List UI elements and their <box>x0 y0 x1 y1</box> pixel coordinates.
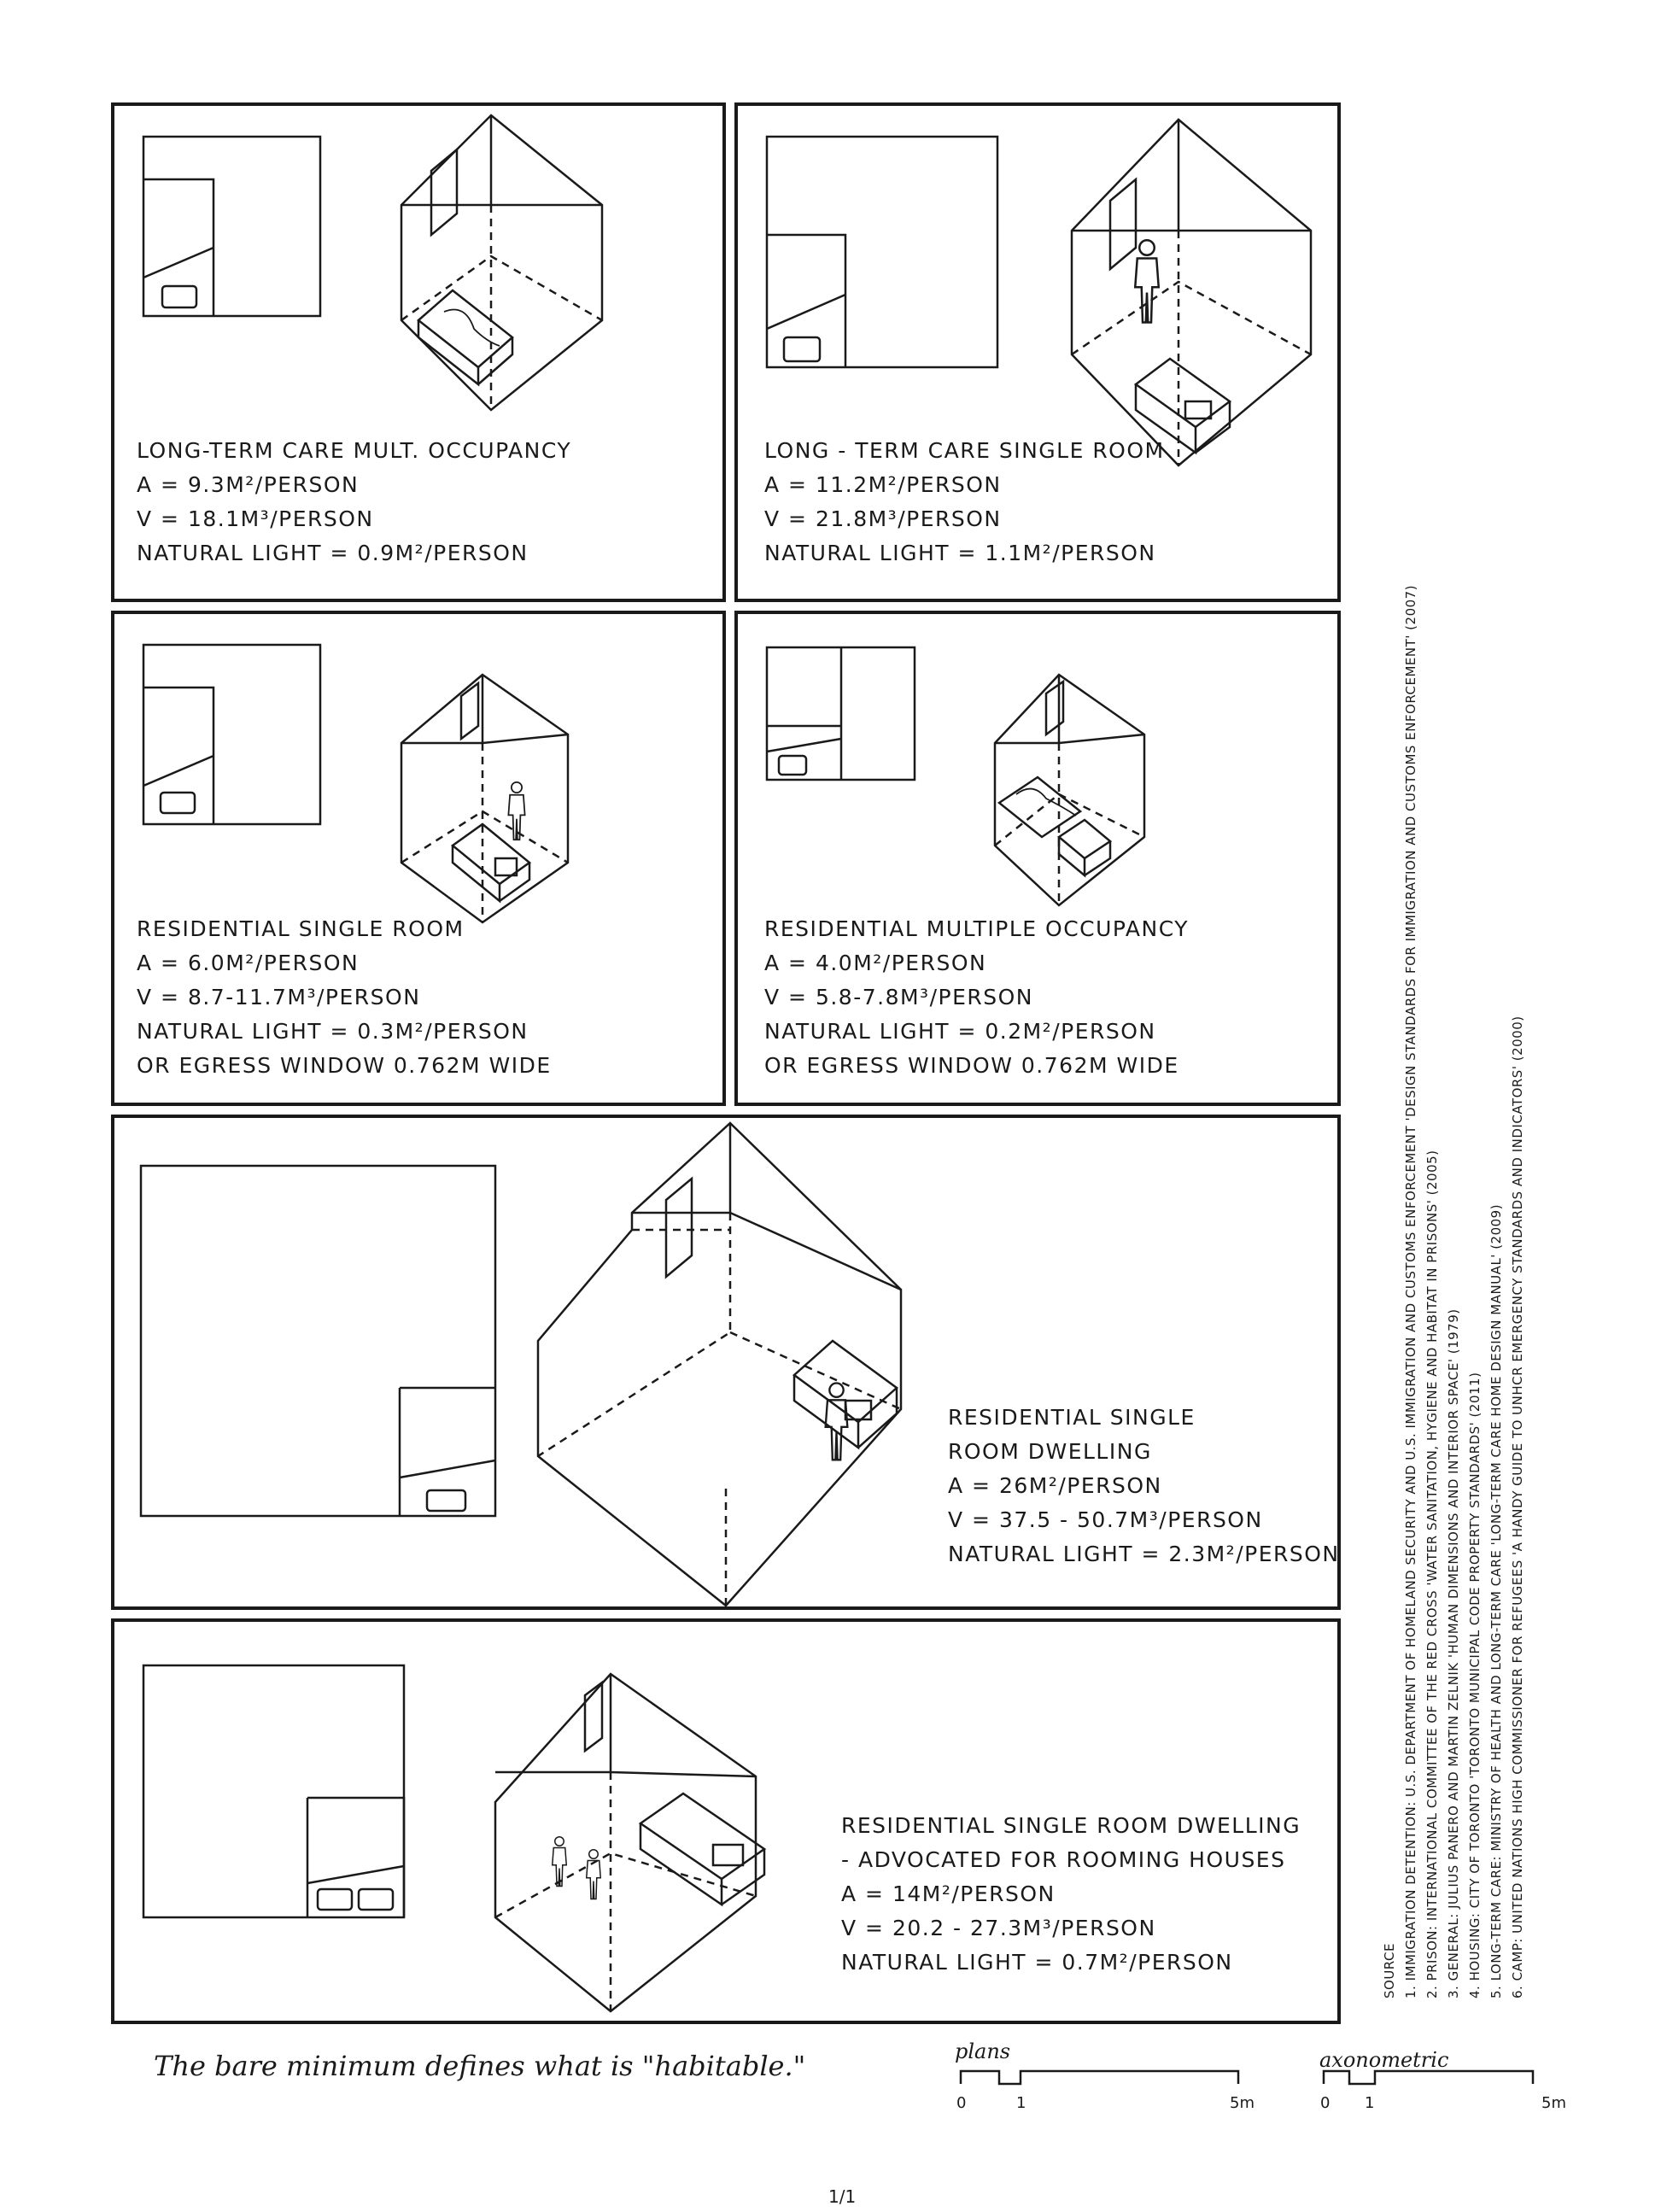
source-item: 4. HOUSING: CITY OF TORONTO 'TORONTO MUNICIPAL CODE PROPERTY STANDARDS' (2011) <box>1467 1372 1483 1998</box>
source-item: 5. LONG-TERM CARE: MINISTRY OF HEALTH AND LONG-TERM CARE 'LONG-TERM CARE HOME DESIGN MANUAL' (2009) <box>1488 1203 1504 1998</box>
axonometric-scale-title: axonometric <box>1319 2048 1449 2072</box>
label-line: - ADVOCATED FOR ROOMING HOUSES <box>841 1847 1286 1872</box>
label-line: V = 18.1M³/PERSON <box>137 506 374 531</box>
label-res-single <box>137 912 552 1083</box>
label-line: A = 14M²/PERSON <box>841 1881 1056 1906</box>
axonometric-scale-5m: 5m <box>1541 2094 1566 2112</box>
plans-scale-title: plans <box>955 2039 1011 2063</box>
label-line: A = 4.0M²/PERSON <box>764 951 987 975</box>
plan-ltc-multi <box>143 137 320 316</box>
label-line: V = 8.7-11.7M³/PERSON <box>137 985 421 1009</box>
plan-ltc-single <box>767 137 997 367</box>
label-line: LONG - TERM CARE SINGLE ROOM <box>764 438 1165 463</box>
label-line: RESIDENTIAL SINGLE ROOM DWELLING <box>841 1813 1301 1838</box>
label-line: NATURAL LIGHT = 2.3M²/PERSON <box>948 1542 1340 1566</box>
label-res-srd <box>948 1401 1340 1571</box>
label-res-multi <box>764 912 1189 1083</box>
label-line: RESIDENTIAL SINGLE ROOM <box>137 916 465 941</box>
axo-res-single <box>401 675 568 922</box>
plan-res-single <box>143 645 320 824</box>
label-line: A = 26M²/PERSON <box>948 1473 1162 1498</box>
plan-res-multi <box>767 647 915 780</box>
label-line: LONG-TERM CARE MULT. OCCUPANCY <box>137 438 572 463</box>
label-line: NATURAL LIGHT = 0.3M²/PERSON <box>137 1019 529 1044</box>
plans-scale-1: 1 <box>1016 2094 1026 2112</box>
page-mark: 1/1 <box>828 2186 857 2207</box>
label-line: A = 11.2M²/PERSON <box>764 472 1002 497</box>
label-line: NATURAL LIGHT = 0.2M²/PERSON <box>764 1019 1156 1044</box>
label-line: V = 37.5 - 50.7M³/PERSON <box>948 1507 1263 1532</box>
label-line: A = 6.0M²/PERSON <box>137 951 360 975</box>
label-ltc-multi <box>137 434 571 571</box>
sources-list <box>1379 585 1529 1998</box>
axo-res-multi <box>995 675 1144 905</box>
label-line: NATURAL LIGHT = 0.7M²/PERSON <box>841 1950 1233 1975</box>
label-res-srd-rooming <box>841 1809 1301 1980</box>
label-line: V = 20.2 - 27.3M³/PERSON <box>841 1916 1156 1940</box>
plan-res-srd <box>141 1166 495 1516</box>
source-item: 1. IMMIGRATION DETENTION: U.S. DEPARTMENT OF HOMELAND SECURITY AND U.S. IMMIGRATION AND CUSTOMS ENFORCEMENT 'DESIGN STANDARDS FOR IMMIGRATION AND CUSTOMS ENFORCEMENT' (2007) <box>1403 584 1418 1998</box>
label-ltc-single <box>764 434 1165 571</box>
label-line: NATURAL LIGHT = 0.9M²/PERSON <box>137 541 529 565</box>
label-line: RESIDENTIAL MULTIPLE OCCUPANCY <box>764 916 1189 941</box>
label-line: V = 21.8M³/PERSON <box>764 506 1002 531</box>
source-item: 6. CAMP: UNITED NATIONS HIGH COMMISSIONER FOR REFUGEES 'A HANDY GUIDE TO UNHCR EMERGENCY STANDARDS AND INDICATORS' (2000) <box>1510 1015 1525 1998</box>
label-line: RESIDENTIAL SINGLE <box>948 1405 1196 1430</box>
axo-res-srd <box>538 1123 901 1606</box>
plans-scale-0: 0 <box>956 2094 967 2112</box>
label-line: NATURAL LIGHT = 1.1M²/PERSON <box>764 541 1156 565</box>
axo-ltc-single <box>1072 120 1311 465</box>
plans-scale-5m: 5m <box>1230 2094 1255 2112</box>
sources-title: SOURCE <box>1382 1943 1397 1998</box>
label-line: OR EGRESS WINDOW 0.762M WIDE <box>764 1053 1179 1078</box>
axonometric-scale-0: 0 <box>1320 2094 1331 2112</box>
label-line: V = 5.8-7.8M³/PERSON <box>764 985 1033 1009</box>
axo-ltc-multi <box>401 115 602 410</box>
source-item: 2. PRISON: INTERNATIONAL COMMITTEE OF THE RED CROSS 'WATER SANITATION, HYGIENE AND HABITAT IN PRISONS' (2005) <box>1424 1150 1440 1998</box>
source-item: 3. GENERAL: JULIUS PANERO AND MARTIN ZELNIK 'HUMAN DIMENSIONS AND INTERIOR SPACE' (1979) <box>1446 1308 1461 1998</box>
axo-res-srd-rooming <box>495 1674 764 2011</box>
label-line: ROOM DWELLING <box>948 1439 1152 1464</box>
plan-res-srd-rooming <box>143 1665 404 1917</box>
label-line: OR EGRESS WINDOW 0.762M WIDE <box>137 1053 552 1078</box>
axonometric-scale-1: 1 <box>1365 2094 1375 2112</box>
caption: The bare minimum defines what is "habitable." <box>154 2050 806 2082</box>
label-line: A = 9.3M²/PERSON <box>137 472 360 497</box>
